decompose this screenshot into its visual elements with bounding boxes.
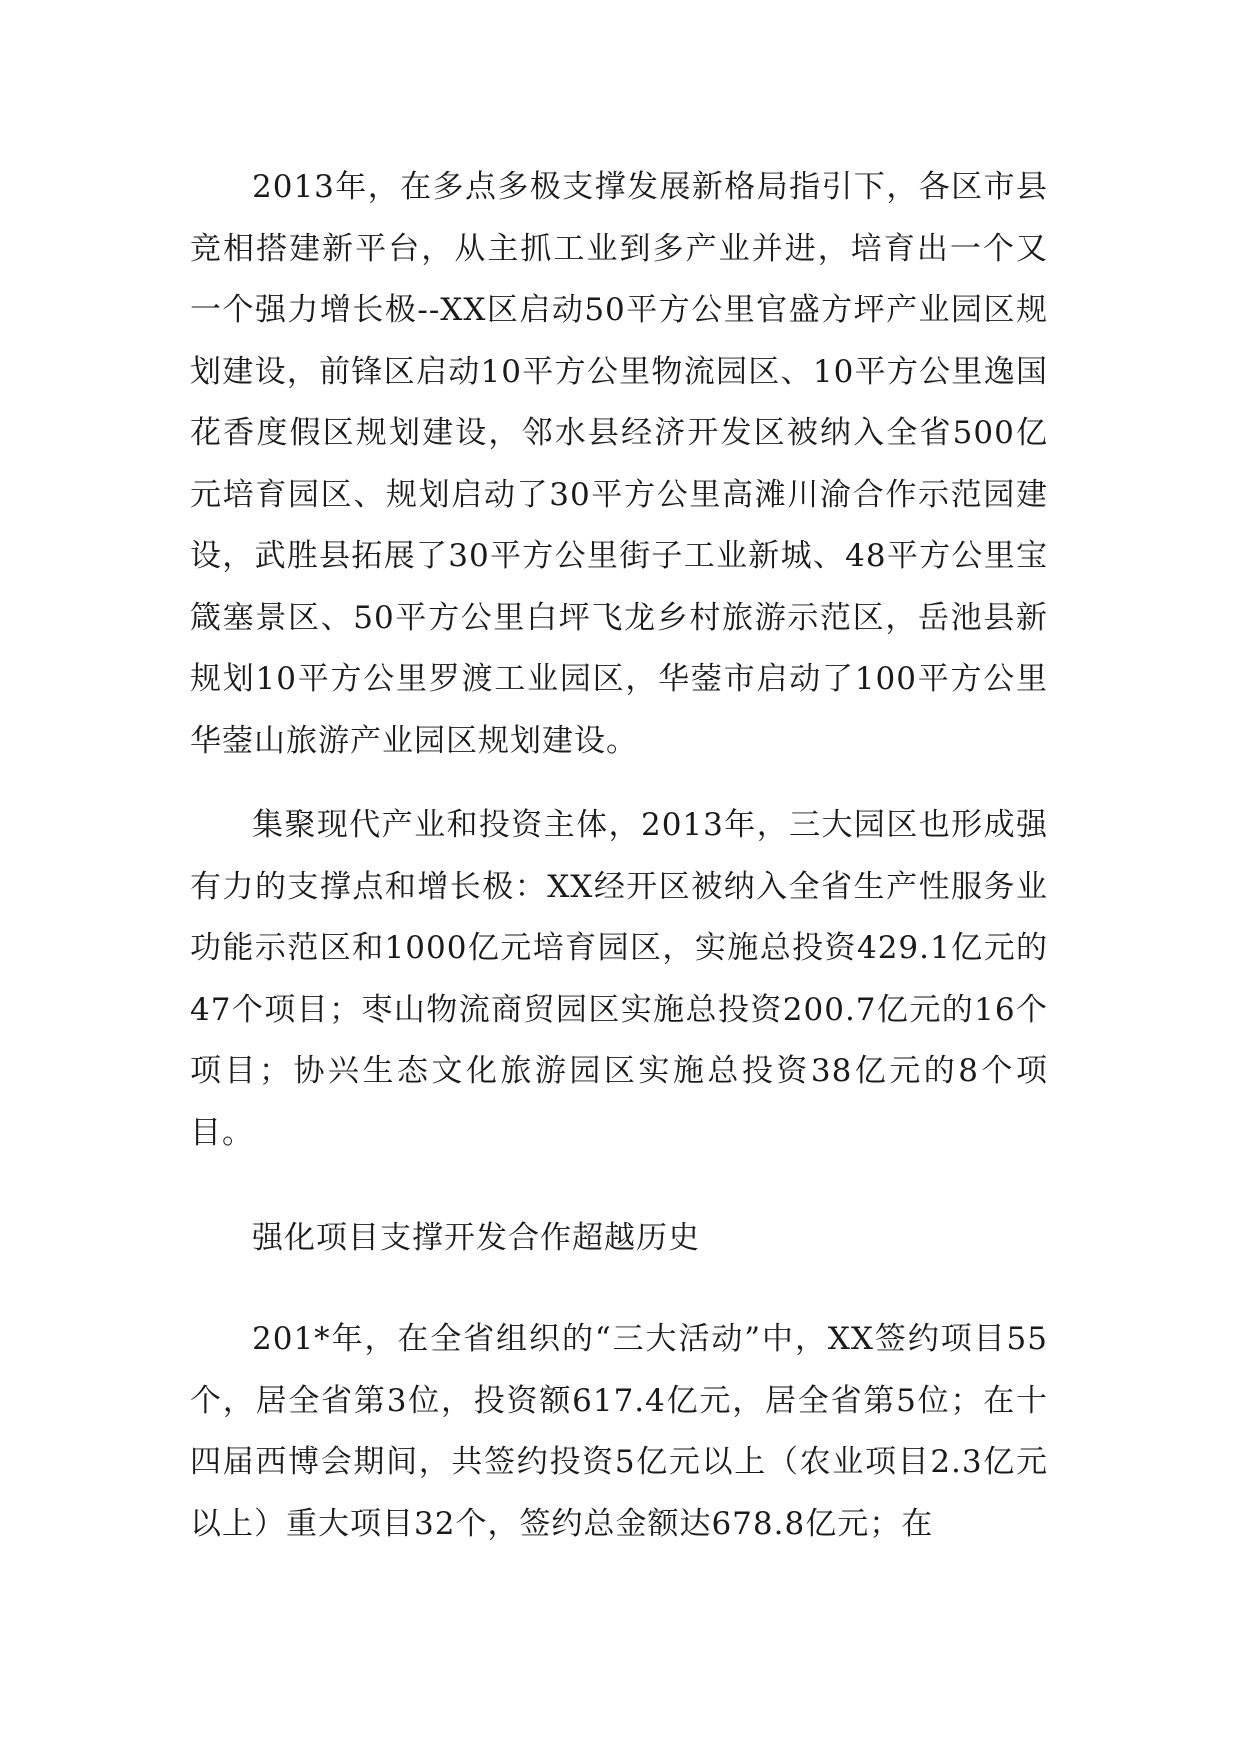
paragraph-industrial-parks: 集聚现代产业和投资主体，2013年，三大园区也形成强有力的支撑点和增长极：XX经开区被纳入全省生产性服务业功能示范区和1000亿元培育园区，实施总投资429.1亿元的47个项目；枣山物流商贸园区实施总投资200.7亿元的16个项目；协兴生态文化旅游园区实施总投资38亿元的8个项目。 [190, 807, 1048, 1151]
paragraph-platform-construction: 2013年，在多点多极支撑发展新格局指引下，各区市县竞相搭建新平台，从主抓工业到多产业并进，培育出一个又一个强力增长极--XX区启动50平方公里官盛方坪产业园区规划建设，前锋区启动10平方公里物流园区、10平方公里逸国花香度假区规划建设，邻水县经济开发区被纳入全省500亿元培育园区、规划启动了30平方公里高滩川渝合作示范园建设，武胜县拓展了30平方公里街子工业新城、48平方公里宝箴塞景区、50平方公里白坪飞龙乡村旅游示范区，岳池县新规划10平方公里罗渡工业园区，华蓥市启动了100平方公里华蓥山旅游产业园区规划建设。 [190, 169, 1048, 759]
section-heading: 强化项目支撑开发合作超越历史 [252, 1220, 700, 1256]
paragraph-project-signing: 201*年，在全省组织的“三大活动”中，XX签约项目55个，居全省第3位，投资额617.4亿元，居全省第5位；在十四届西博会期间，共签约投资5亿元以上（农业项目2.3亿元以上）重大项目32个，签约总金额达678.8亿元；在 [190, 1321, 1048, 1542]
